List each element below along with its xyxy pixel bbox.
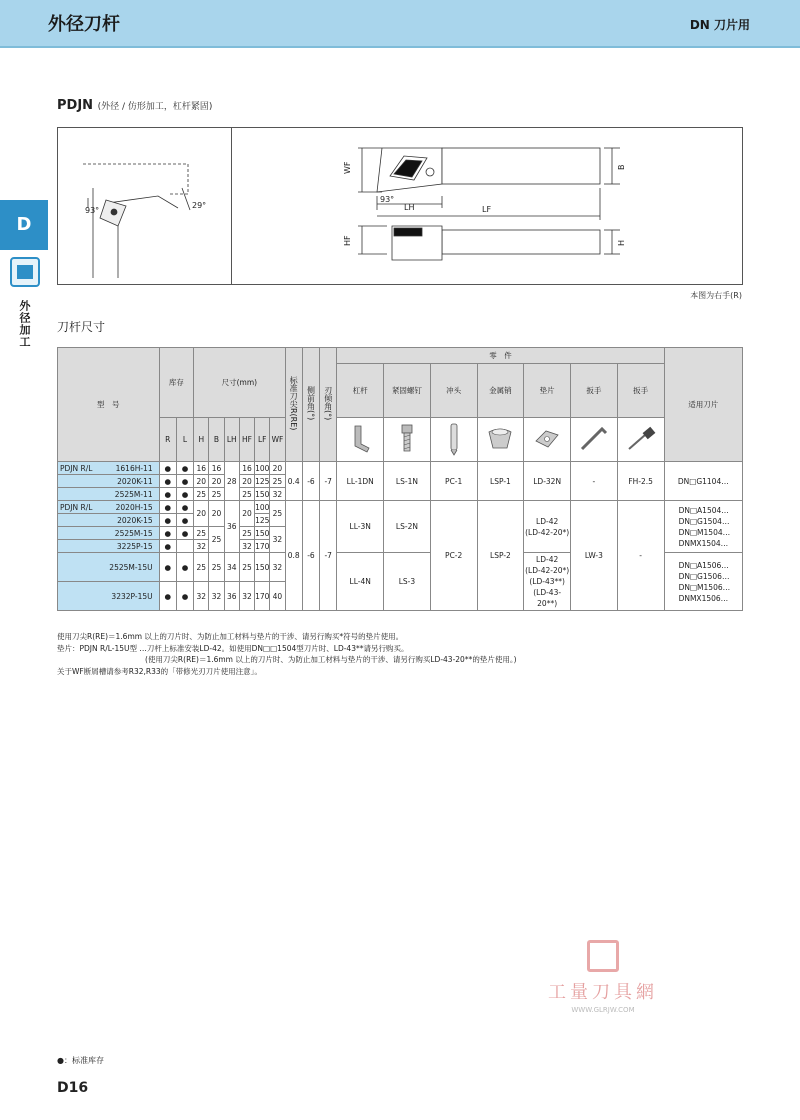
table-row: 3232P-15U	[58, 582, 160, 611]
part-screw: 紧固螺钉	[384, 364, 431, 418]
spec-table: 型 号 库存 尺寸(mm) 标准刀尖R(RE) 侧前角(°) 刃倾角(°) 零 件 适用刀片 杠杆 紧固螺钉 冲头 金属销 垫片 扳手 扳手 R L H B LH HF LF WF PDJN R/L 1616H-11 ● ● 16 16 28 16 100 20 0.4 -6 -7 LL-1DN LS-1N PC-1 LSP-1 LD-32N - FH-2.5 DN□G1104… 2020K-11 ● ● 20 20 20 125 25 2525M-11 ● ● 25 25 25 150 32 PDJN R/L 2020H-15 ● ● 20 20 36 20 100 25 0.8 -6 -7 LL-3N LS-2N PC-2 LSP-2 LD-42 (LD-42-20*) LW-3 - DN□A1504… DN□G1504… DN□M1504… DNMX1504… 2020K-15 ● ● 125 2525M-15 ● ● 25 25 25 150 32 3225P-15 ● 32 32 170 2525M-15U ● ● 25 25 34 25 150 32 LL-4N LS-3 LD-42 (LD-42-20*) (LD-43**) (LD-43-20**) DN□A1506… DN□G1506… DN□M1506… DNMX1506… 3232P-15U ● ● 32 32 36 32 170 40	[57, 347, 743, 611]
insert-category-icon	[10, 257, 40, 287]
table-row: PDJN R/L 2020H-15	[58, 501, 160, 514]
section-code: PDJN	[57, 98, 94, 113]
sub-hf: HF	[239, 418, 254, 462]
note-2: 垫片：PDJN R/L-15U型 …刀杆上标准安装LD-42。如使用DN□□1504型刀片时、LD-43**请另行购买。	[57, 643, 409, 653]
table-row: 2525M-15U	[58, 553, 160, 582]
angle-label-29: 29°	[192, 201, 207, 210]
page-number: D16	[57, 1080, 89, 1096]
header-category: DN 刀片用	[689, 18, 750, 32]
table-row: 2020K-11	[58, 475, 160, 488]
note-4: 关于WF断屑槽请参考R32,R33的「带修光刃刀片使用注意」。	[57, 666, 262, 676]
table-notes	[57, 631, 517, 677]
angle-label-93-right: 93°	[380, 195, 395, 204]
screw-icon	[384, 418, 431, 462]
sub-b: B	[209, 418, 224, 462]
lf-dimension: LF	[482, 205, 492, 214]
page-title: 外径刀杆	[48, 14, 120, 35]
table-row: 2020K-15	[58, 514, 160, 527]
b-dimension: B	[617, 164, 626, 170]
hf-dimension: HF	[343, 235, 352, 246]
model-prefix: PDJN R/L	[60, 463, 93, 473]
wf-dimension: WF	[343, 161, 352, 174]
col-nose-radius: 标准刀尖R(RE)	[289, 376, 299, 431]
col-insert: 适用刀片	[664, 348, 742, 462]
diagram-note: 本图为右手(R)	[690, 291, 742, 300]
table-row: 2525M-11	[58, 488, 160, 501]
lh-dimension: LH	[404, 203, 415, 212]
col-dimensions: 尺寸(mm)	[194, 348, 285, 418]
part-wrench-1: 扳手	[571, 364, 618, 418]
watermark-logo-icon	[587, 940, 619, 972]
part-lever: 杠杆	[337, 364, 384, 418]
col-model: 型 号	[58, 348, 160, 462]
h-dimension: H	[617, 239, 626, 246]
angle-label-93: 93°	[85, 206, 100, 215]
sub-lh: LH	[224, 418, 239, 462]
sub-h: H	[194, 418, 209, 462]
page-header	[0, 0, 800, 48]
dimension-diagram	[232, 128, 742, 284]
sub-l: L	[176, 418, 193, 462]
model-prefix: PDJN R/L	[60, 502, 93, 512]
sub-lf: LF	[255, 418, 270, 462]
part-pin: 金属销	[477, 364, 524, 418]
hex-wrench-icon	[571, 418, 618, 462]
col-inclination: 刃倾角(°)	[323, 386, 333, 421]
watermark-text: 工量刀具網	[548, 982, 658, 1003]
pin-icon	[477, 418, 524, 462]
usage-diagram	[58, 128, 230, 284]
table-row: 2525M-15	[58, 527, 160, 540]
col-stock: 库存	[159, 348, 194, 418]
sub-r: R	[159, 418, 176, 462]
sub-wf: WF	[270, 418, 285, 462]
table-row: PDJN R/L 1616H-11	[58, 462, 160, 475]
table-title: 刀杆尺寸	[57, 320, 106, 334]
punch-icon	[430, 418, 477, 462]
torx-wrench-icon	[617, 418, 664, 462]
col-rake-angle: 侧前角(°)	[306, 386, 316, 421]
watermark	[538, 940, 668, 1014]
lever-icon	[337, 418, 384, 462]
section-subtitle: (外径 / 仿形加工，杠杆紧固)	[97, 102, 213, 112]
shim-icon	[524, 418, 571, 462]
stock-legend: ●：标准库存	[57, 1056, 104, 1065]
tool-diagram	[57, 127, 743, 285]
note-1: 使用刀尖R(RE)＝1.6mm 以上的刀片时、为防止加工材料与垫片的干涉、请另行购买*符号的垫片使用。	[57, 632, 404, 641]
chapter-tab[interactable]: D	[0, 200, 48, 250]
section-title	[57, 98, 212, 113]
table-row: 3225P-15	[58, 540, 160, 553]
part-shim: 垫片	[524, 364, 571, 418]
col-parts: 零 件	[337, 348, 664, 364]
note-3: (使用刀尖R(RE)＝1.6mm 以上的刀片时、为防止加工材料与垫片的干涉、请另行购买LD-43-20**的垫片使用。)	[145, 655, 517, 664]
chapter-label: 外径加工	[18, 300, 31, 348]
part-punch: 冲头	[430, 364, 477, 418]
watermark-url: WWW.GLRJW.COM	[571, 1006, 635, 1014]
part-wrench-2: 扳手	[617, 364, 664, 418]
